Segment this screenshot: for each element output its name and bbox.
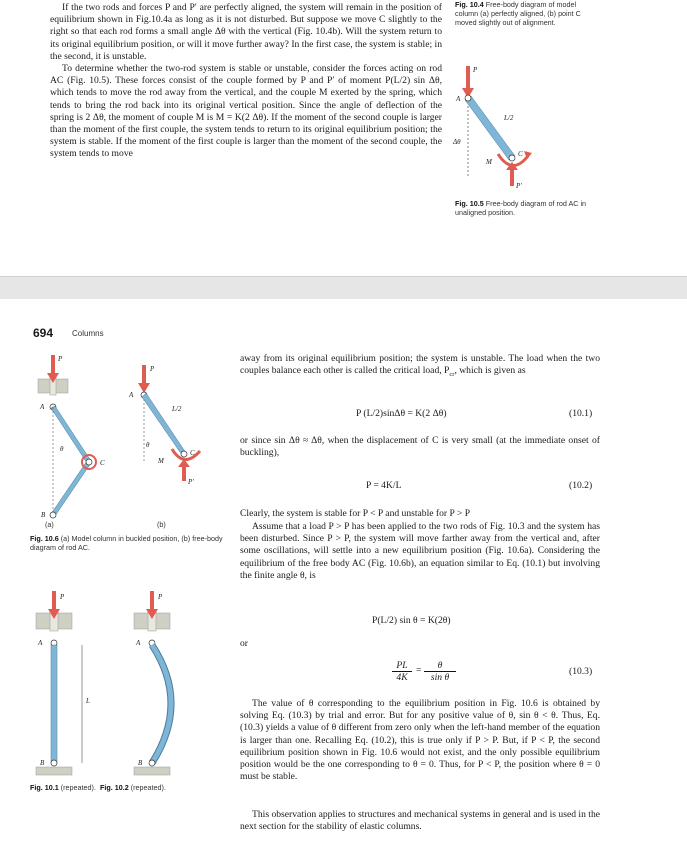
page-number: 694 [33,326,54,340]
label-b: B [40,759,45,767]
top-body-text [50,2,442,161]
fig-10-4-text: Free-body diagram of model column (a) perfectly aligned, (b) point C moved slightly out of alignment. [455,0,581,27]
label-theta: θ [60,445,64,453]
label-m: M [486,158,492,166]
label-p: P [150,365,155,373]
text-3 [240,508,600,520]
fig-10-5-number: Fig. 10.5 [455,199,484,208]
label-a: A [456,95,461,103]
label-m: M [158,457,164,465]
label-c: C [518,150,523,158]
pin-a [465,95,471,101]
fig-10-1-2-caption [30,783,230,792]
fig-10-4-caption [455,0,590,27]
text-1-sub: cr [449,371,455,379]
fig-10-6-a-diagram [30,351,120,521]
bottom-support [36,767,72,775]
top-page [0,0,687,276]
bottom-page [0,299,687,847]
p-arrow-shaft [52,591,56,611]
fig-10-1-text: (repeated). [60,783,96,792]
page-separator [0,276,687,300]
p-arrow-head [138,383,150,393]
eq4-equals: = [416,665,422,676]
p-arrow-shaft [466,66,470,90]
p-arrow-shaft [150,591,154,611]
pin-c [86,459,92,465]
running-head: Columns [72,329,104,338]
text-2: or since sin Δθ ≈ Δθ, when the displacement of C is very small (at the immediate onset of buckling), [240,435,600,459]
pin-c [509,155,515,161]
fig-10-6-sub-b: (b) [157,520,166,529]
rod-cb [51,461,91,516]
equation-10-3a: P(L/2) sin θ = K(2θ) [372,615,451,626]
column [51,645,57,763]
paragraph-1: If the two rods and forces P and P′ are perfectly aligned, the system will remain in the position of equilibrium shown in Fig.10.4a as long as it is not disturbed. But suppose we move C slightly to the right so that each rod forms a small angle Δθ with the vertical (Fig. 10.4b). Will the system return to its original equilibrium position, or will it move further away? In the first case, the system is stable; in the second, it is unstable. [50,2,442,62]
paragraph-2: To determine whether the two-rod system is stable or unstable, consider the forces acting on rod AC (Fig. 10.5). These forces consist of the couple formed by P and P′ of moment P(L/2) sin Δθ, which tends to move the rod away from the vertical, and the couple M exerted by the spring, which tends to bring the rod back into its original vertical position. Since the angle of deflection of the spring is 2 Δθ, the moment of couple M is M = K(2 Δθ). If the moment of the second couple is larger than the moment of the first couple, the system tends to return to its original equilibrium position; the system is stable. If the moment of the first couple is larger than the moment of the second couple, the system tends to move [50,63,442,160]
text-4: Assume that a load P > P has been applied to the two rods of Fig. 10.3 and the system has been disturbed. Since P > P, the system will move farther away from the vertical and, after some oscillations, will settle into a new equilibrium position (Fig. 10.6a). Considering the equilibrium of the free body AC (Fig. 10.6b), an equation similar to Eq. (10.1) but involving the finite angle θ, is [240,521,600,581]
label-p: P [158,593,163,601]
equation-10-3-number: (10.3) [569,666,593,677]
label-l2: L/2 [504,114,514,122]
label-b: B [138,759,143,767]
fig-10-2-number: Fig. 10.2 [99,783,129,792]
bottom-support [134,767,170,775]
pin-b [149,760,155,766]
label-p: P [60,593,65,601]
eq4-right-den: sin θ [430,672,450,683]
label-c: C [190,449,195,457]
text-1-end: , which is given as [454,365,526,377]
text-5: The value of θ corresponding to the equilibrium position in Fig. 10.6 is obtained by solving Eq. (10.3) by trial and error. But for any positive value of θ, sin θ < θ. Thus, Eq. (10.3) yields a value of θ different from zero only when the left-hand member of the equation is larger than one. Recalling Eq. (10.2), this is true only if P > P. But, if P < P, the second equilibrium position shown in Fig. 10.6 would not exist, and the only possible equilibrium position would be the one corresponding to θ = 0. Thus, for P < P, the position where θ = 0 must be stable. [240,698,600,783]
equation-10-1: P (L/2)sinΔθ = K(2 Δθ) [356,408,447,419]
or-word: or [240,638,248,649]
label-a: A [136,639,141,647]
label-l2: L/2 [172,405,182,413]
fig-10-6-text: (a) Model column in buckled position, (b) free-body diagram of rod AC. [30,534,223,552]
fig-10-5-text: Free-body diagram of rod AC in unaligned position. [455,199,587,217]
fig-10-1-diagram [34,591,114,791]
pin-b [51,760,57,766]
equation-10-1-number: (10.1) [569,408,593,419]
eq4-left-den: 4K [396,672,408,683]
label-p-prime: P′ [188,478,194,486]
text-6: This observation applies to structures and mechanical systems in general and is used in the next section for the stability of elastic columns. [240,809,600,833]
fig-10-6-caption [30,534,230,552]
fig-10-4-number: Fig. 10.4 [455,0,484,9]
label-l: L [86,697,90,705]
label-a: A [38,639,43,647]
rod-ac [465,96,515,160]
fig-10-5-diagram [450,58,580,198]
text-3a: Clearly, the system is stable for P < P [240,508,383,519]
fig-10-5-caption [455,199,595,217]
equation-10-2-number: (10.2) [569,480,593,491]
label-c: C [100,459,105,467]
pin-b [50,512,56,518]
fig-10-1-number: Fig. 10.1 [30,783,59,792]
eq4-left-num: PL [396,660,408,671]
equation-10-2: P = 4K/L [366,480,402,491]
fig-10-6-number: Fig. 10.6 [30,534,59,543]
fig-10-6-b-diagram [120,351,200,491]
p-arrow-shaft [51,355,55,375]
rod-ac [51,406,91,463]
label-b: B [41,511,46,519]
p-prime-arrow-shaft [182,465,186,481]
text-block-1 [240,353,600,381]
label-p: P [58,355,63,363]
text-3b: and unstable for P > P [382,508,471,519]
fig-10-2-text: (repeated). [130,783,166,792]
eq4-right-num: θ [437,660,443,671]
p-prime-arrow-shaft [510,168,514,186]
label-theta: θ [146,441,150,449]
text-1: away from its original equilibrium position; the system is unstable. The load when the two couples balance each other is called the critical load, P [240,353,600,377]
p-arrow-shaft [142,365,146,385]
label-a: A [40,403,45,411]
label-a: A [129,391,134,399]
pin-c [181,451,187,457]
fig-10-2-diagram [132,591,212,791]
fig-10-6-sub-a: (a) [45,520,54,529]
label-p: P [473,66,478,74]
label-dtheta: Δθ [453,138,461,146]
label-p-prime: P′ [516,182,522,190]
